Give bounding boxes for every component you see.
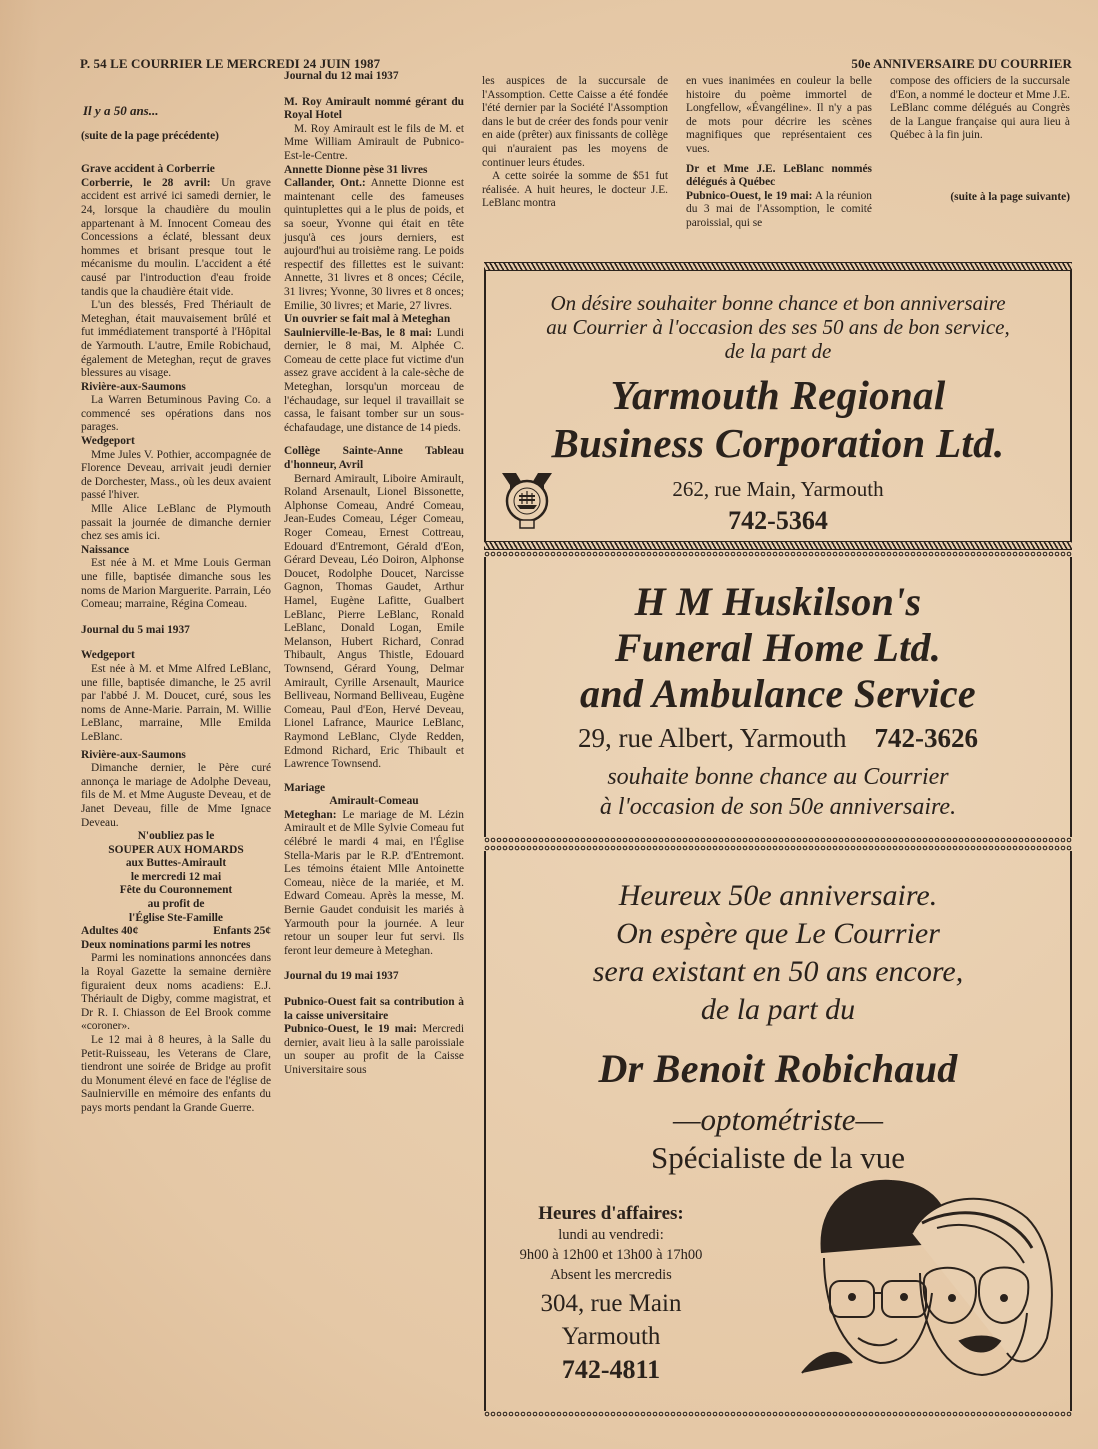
- border-top: [484, 262, 1072, 271]
- paragraph: Est née à M. et Mme Alfred LeBlanc, une fille, baptisée dimanche, le 25 avril par l'abbé J. M. Doucet, curé, sous les noms de Anne-Marie. Parrain, M. Willie LeBlanc, marraine, Mlle Emilda LeBlanc.: [81, 662, 271, 743]
- border-bottom: [484, 837, 1072, 843]
- business-name: H M Huskilson's Funeral Home Ltd. and Ambulance Service: [580, 579, 976, 716]
- border-bottom: [484, 541, 1072, 550]
- journal-date-heading: Journal du 19 mai 1937: [284, 970, 399, 983]
- price-adults: Adultes 40¢: [81, 925, 139, 938]
- section-heading: Rivière-aux-Saumons: [81, 748, 186, 761]
- section-heading: Naissance: [81, 543, 130, 556]
- paragraph: Mme Jules V. Pothier, accompagnée de Florence Deveau, arrivait jeudi dernier de Dorchester, Mass., où les deux avaient passé l'hiver.: [81, 448, 271, 502]
- section-heading: Wedgeport: [81, 649, 135, 662]
- paragraph: A cette soirée la somme de $51 fut réalisée. A huit heures, le docteur J.E. LeBlanc montra: [482, 170, 668, 210]
- section-heading: Annette Dionne pèse 31 livres: [284, 163, 428, 176]
- page-header-right: 50e ANNIVERSAIRE DU COURRIER: [851, 56, 1072, 71]
- doctor-name: Dr Benoit Robichaud: [598, 1046, 958, 1091]
- section-heading: Mariage: [284, 781, 326, 794]
- section-heading: Dr et Mme J.E. LeBlanc nommés délégués à Québec: [686, 162, 872, 189]
- article-title: Il y a 50 ans...: [83, 103, 159, 118]
- business-hours: Heures d'affaires: lundi au vendredi: 9h00 à 12h00 et 13h00 à 17h00 Absent les mercredis 304, rue Main Yarmouth 742-4811: [496, 1203, 726, 1387]
- business-phone: 742-4811: [561, 1355, 661, 1384]
- business-phone: 742-3626: [874, 723, 978, 753]
- article-column-4: [686, 75, 872, 231]
- ad-message: souhaite bonne chance au Courrier à l'occasion de son 50e anniversaire.: [599, 764, 957, 820]
- article-column-2: [284, 70, 464, 1078]
- paragraph: Bernard Amirault, Liboire Amirault, Roland Arsenault, Lionel Bissonette, Alphonse Comeau, André Comeau, Jean-Eudes Comeau, Léger Comeau, Roger Comeau, Ernest Cottreau, Edouard d'Entremont, Gérald d'Eon, Gérard Deveau, Léo Doiron, Alphonse Doucet, Rodolphe Doucet, Narcisse Gagnon, Thomas Gaudet, Arthur Hamel, Eugène Lafitte, Gualbert LeBlanc, Pierre LeBlanc, Ronald LeBlanc, Donald Logan, Emile Melanson, Hubert Richard, Conrad Thibault, Angus Thistle, Edouard Townsend, Gérard Young, Delmar Amirault, Cyrille Arsenault, Maurice Belliveau, Normand Belliveau, Eugène Comeau, Paul d'Eon, Hervé Deveau, Lionel Lafrance, Maurice LeBlanc, Raymond LeBlanc, Clyde Redden, Edmond Richard, Eric Thibault et Lawrence Townsend.: [284, 472, 464, 771]
- business-address: 29, rue Albert, Yarmouth: [578, 723, 847, 753]
- section-heading: Collège Sainte-Anne Tableau d'honneur, Avril: [284, 445, 464, 472]
- paragraph: compose des officiers de la succursale d'Eon, a nommé le docteur et Mme J.E. LeBlanc comme délégués au Congrès de la Langue française qui aura lieu à Québec à la fin juin.: [890, 75, 1070, 142]
- business-contact: [486, 723, 1070, 754]
- journal-date-heading: Journal du 5 mai 1937: [81, 623, 190, 636]
- section-heading: Un ouvrier se fait mal à Meteghan: [284, 313, 451, 326]
- business-address: 304, rue Main Yarmouth: [540, 1290, 682, 1350]
- page-header-left: P. 54 LE COURRIER LE MERCREDI 24 JUIN 1987: [80, 56, 381, 71]
- article-column-1: [81, 70, 271, 1116]
- lobster-supper-notice: N'oubliez pas le SOUPER AUX HOMARDS aux Buttes-Amirault le mercredi 12 mai Fête du Couronnement au profit de l'Église Ste-Famille: [108, 830, 244, 924]
- paragraph: Meteghan: Le mariage de M. Lézin Amirault et de Mlle Sylvie Comeau fut célébré le mardi 4 mai, en l'Église Stella-Maris par le R.P. d'Entremont. Les témoins étaient Mlle Antoinette Comeau, nièce de la mariée, et M. Edward Comeau. Après la messe, M. Bernie Gaudet conduisit les mariés à Yarmouth pour la journée. A leur retour un souper leur fut servi. Ils feront leur demeure à Meteghan.: [284, 808, 464, 957]
- business-name: Yarmouth Regional Business Corporation Ltd.: [551, 372, 1005, 466]
- ad-message: Heureux 50e anniversaire. On espère que Le Courrier sera existant en 50 ans encore, de la part du: [592, 879, 964, 1026]
- specialty: Spécialiste de la vue: [651, 1140, 905, 1175]
- paragraph: Saulnierville-le-Bas, le 8 mai: Lundi dernier, le 8 mai, M. Alphée C. Comeau de cette place fut victime d'un assez grave accident à la cale-sèche de Meteghan, lorsqu'un morceau de l'échaudage, sur lequel il travaillait se cassa, le faisant tomber sur un sous-échafaudage, une distance de 14 pieds.: [284, 326, 464, 434]
- couple-with-glasses-illustration: [762, 1163, 1062, 1388]
- paragraph: La Warren Betuminous Paving Co. a commencé ses opérations dans nos parages.: [81, 394, 271, 434]
- paragraph: Parmi les nominations annoncées dans la Royal Gazette la semaine dernière figuraient deux noms acadiens: E.J. Thériault de Digby, comme magistrat, et Dr R. I. Chiasson de Eel Brook comme «coroner».: [81, 952, 271, 1033]
- section-heading: Rivière-aux-Saumons: [81, 380, 186, 393]
- hours-title: Heures d'affaires:: [538, 1203, 684, 1224]
- paragraph: Le 12 mai à 8 heures, à la Salle du Petit-Ruisseau, les Veterans de Clare, tiendront une soirée de Bridge au profit du Monument élevé en face de l'église de Saulnierville en mémoire des enfants du pays morts pendant la Grande Guerre.: [81, 1034, 271, 1114]
- paragraph: M. Roy Amirault est le fils de M. et Mme William Amirault de Pubnico-Est-le-Centre.: [284, 122, 464, 162]
- continued-to: (suite à la page suivante): [950, 190, 1070, 203]
- section-subheading: Amirault-Comeau: [329, 795, 419, 808]
- paragraph: Dimanche dernier, le Père curé annonça le mariage de Adolphe Deveau, fils de M. et Mme Auguste Deveau, et de Janet Deveau, fille de Mme Ignace Deveau.: [81, 762, 271, 829]
- section-heading: Pubnico-Ouest fait sa contribution à la caisse universitaire: [284, 996, 464, 1022]
- journal-date-heading: Journal du 12 mai 1937: [284, 70, 399, 82]
- paragraph: en vues inanimées en couleur la belle histoire du poème immortel de Longfellow, «Évangéline». Il n'y a pas de mots pour décrire les scènes magnifiques que représentaient ces vues.: [686, 75, 872, 155]
- section-heading: M. Roy Amirault nommé gérant du Royal Hotel: [284, 95, 464, 122]
- paragraph: Callander, Ont.: Annette Dionne est maintenant celle des fameuses quintuplettes qui a le plus de poids, et sa soeur, Yvonne qui était en tête jusqu'à ces jours derniers, est aujourd'hui au troisième rang. Le poids respectif des fillettes est le suivant: Annette, 31 livres et 8 onces; Cécile, 31 livres; Yvonne, 30 livres et 8 onces; Emilie, 30 livres; et Marie, 27 livres.: [284, 177, 464, 312]
- ad-dr-benoit-robichaud: [484, 845, 1072, 1415]
- paragraph: L'un des blessés, Fred Thériault de Meteghan, était mauvaisement brûlé et fut immédiatement transporté à l'Hôpital de Yarmouth. L'autre, Emile Robichaud, également de Meteghan, reçut de graves blessures au visage.: [81, 299, 271, 380]
- continued-from: (suite de la page précédente): [81, 129, 219, 142]
- ticket-prices: [81, 925, 271, 939]
- ship-emblem-icon: [498, 469, 556, 529]
- ad-message: On désire souhaiter bonne chance et bon anniversaire au Courrier à l'occasion des ses 50 ans de bon service, de la part de: [546, 291, 1010, 363]
- paragraph: les auspices de la succursale de l'Assomption. Cette Caisse a été fondée l'été dernier par la Société l'Assomption dans le but de créer des fonds pour venir en aide (prêter) aux finissants de collège qui n'auraient pas les moyens de continuer leurs études.: [482, 75, 668, 169]
- article-column-3: [482, 75, 668, 211]
- business-phone: 742-5364: [728, 506, 828, 535]
- section-heading: Deux nominations parmi les notres: [81, 938, 251, 951]
- paragraph: Corberrie, le 28 avril: Un grave accident est arrivé ici samedi dernier, le 24, lorsque la chaudière du moulin appartenant à M. Innocent Comeau des Concessions a éclaté, blessant deux hommes et brisant presque tout le mécanisme du moulin. L'accident a été causé par l'introduction d'eau froide tandis que la chaudière était vide.: [81, 176, 271, 298]
- profession: —optométriste—: [672, 1102, 884, 1137]
- paragraph: Mlle Alice LeBlanc de Plymouth passait la journée de dimanche dernier chez ses amis ici.: [81, 503, 271, 543]
- paragraph: Pubnico-Ouest, le 19 mai: Mercredi dernier, avait lieu à la salle paroissiale un souper au profit de la Caisse Universitaire sous: [284, 1023, 464, 1076]
- section-heading: Grave accident à Corberrie: [81, 163, 215, 176]
- ad-yarmouth-regional: [484, 262, 1072, 548]
- article-column-5: [890, 75, 1070, 205]
- ad-huskilson-funeral-home: [484, 551, 1072, 843]
- section-heading: Wedgeport: [81, 435, 135, 448]
- paragraph: Est née à M. et Mme Louis German une fille, baptisée dimanche sous les noms de Marion Marguerite. Parrain, Léo Comeau; marraine, Régina Comeau.: [81, 557, 271, 611]
- paragraph: Pubnico-Ouest, le 19 mai: A la réunion du 3 mai de l'Assomption, le comité paroissial, qui se: [686, 189, 873, 229]
- business-address: 262, rue Main, Yarmouth: [672, 477, 884, 501]
- border-bottom: [484, 1411, 1072, 1417]
- price-children: Enfants 25¢: [213, 925, 271, 938]
